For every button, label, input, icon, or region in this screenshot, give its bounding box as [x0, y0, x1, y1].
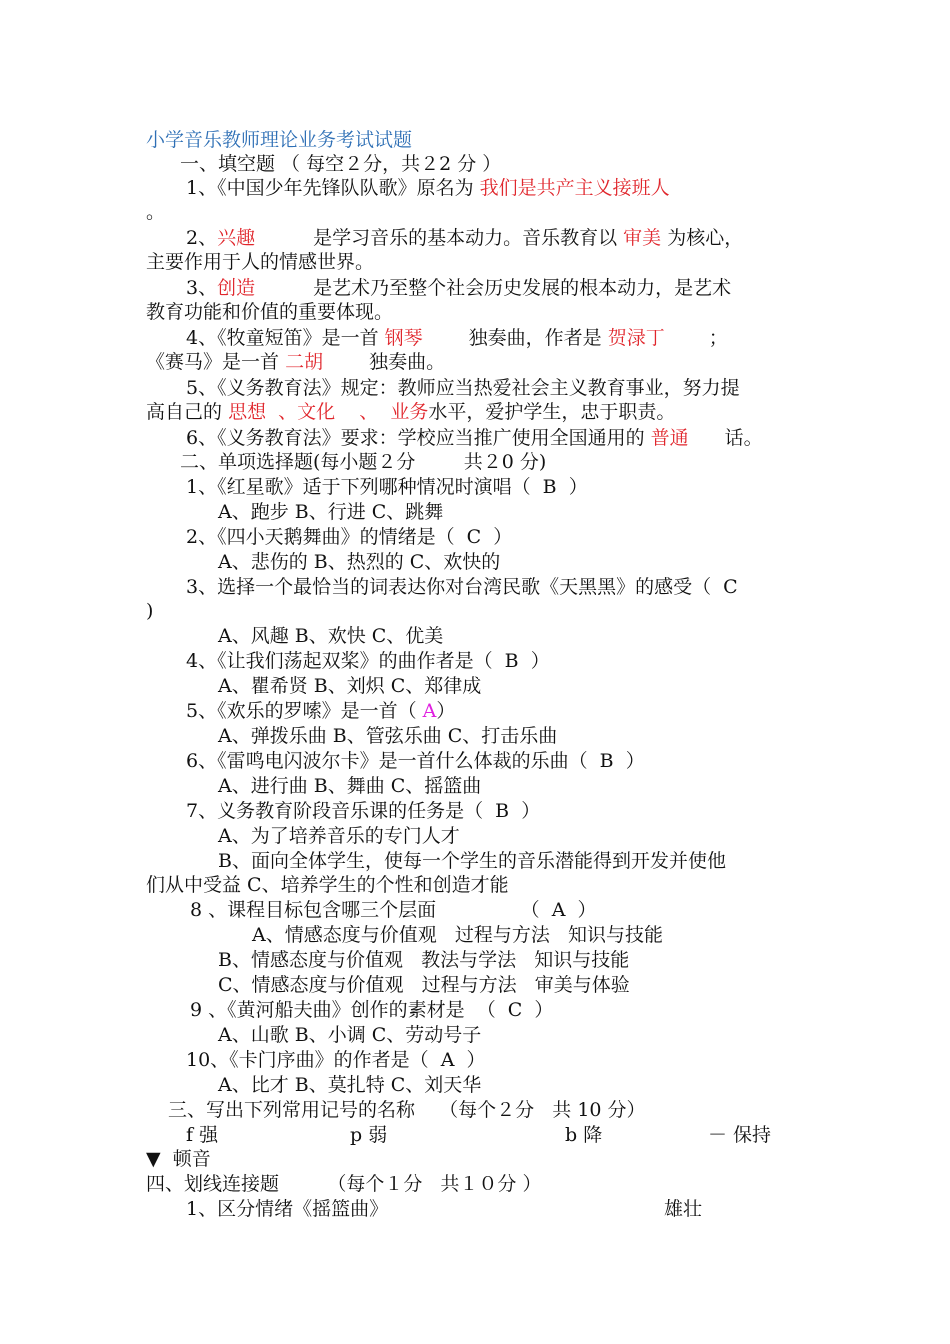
answer: 兴趣: [217, 227, 256, 249]
mc-options-2: A、悲伤的 B、热烈的 C、欢快的: [218, 551, 501, 573]
question-text: 为核心，: [667, 227, 744, 249]
mc-question-3-cont: ): [146, 600, 154, 622]
question-text: 是学习音乐的基本动力。音乐教育以: [313, 227, 618, 249]
mc-options-7c: 们从中受益 C、培养学生的个性和创造才能: [146, 874, 509, 896]
mc-question-4: 4、《让我们荡起双桨》的曲作者是（ B ）: [186, 650, 550, 672]
mc-question-5: [186, 699, 455, 723]
question-text: 话。: [724, 427, 763, 449]
question-text: 水平，爱护学生，忠于职责。: [428, 401, 676, 423]
mark-staccato: ▼ 顿音: [146, 1148, 211, 1170]
answer: 二胡: [285, 351, 324, 373]
answer: 贺渌丁: [607, 327, 665, 349]
mc-options-8b: B、情感态度与价值观 教法与学法 知识与技能: [218, 949, 630, 971]
mc-options-7a: A、为了培养音乐的专门人才: [218, 825, 460, 847]
question-text: 高自己的: [146, 401, 223, 423]
answer: 钢琴: [384, 327, 423, 349]
question-text: 3、: [186, 277, 218, 299]
question-text: 4、《牧童短笛》是一首: [186, 327, 379, 349]
mc-question-6: 6、《雷鸣电闪波尔卡》是一首什么体裁的乐曲（ B ）: [186, 750, 645, 772]
answer: 创造: [217, 277, 256, 299]
question-4: [186, 326, 728, 350]
section2-heading: 二、单项选择题(每小题２分 共２0 分): [180, 451, 547, 473]
section3-heading: 三、写出下列常用记号的名称 （每个２分 共 10 分）: [168, 1099, 646, 1121]
question-3-cont: 教育功能和价值的重要体现。: [146, 301, 394, 323]
question-text: 5、《欢乐的罗嗦》是一首（: [186, 700, 423, 722]
match-question-1: 1、区分情绪《摇篮曲》: [186, 1198, 389, 1220]
answer: 思想 、文化 、 业务: [228, 401, 429, 423]
question-text: 1、《中国少年先锋队队歌》原名为: [186, 177, 474, 199]
mark-piano: p 弱: [350, 1124, 388, 1146]
question-text: 独奏曲。: [369, 351, 446, 373]
mc-options-3: A、风趣 B、欢快 C、优美: [218, 625, 444, 647]
question-text: 是艺术乃至整个社会历史发展的根本动力，是艺术: [313, 277, 732, 299]
mark-forte: f 强: [186, 1124, 219, 1146]
mc-question-9: 9 、《黄河船夫曲》创作的素材是 （ C ）: [190, 999, 554, 1021]
mc-question-1: 1、《红星歌》适于下列哪种情况时演唱（ B ）: [186, 476, 588, 498]
answer: A: [422, 700, 437, 722]
section4-heading: 四、划线连接题 （每个１分 共１０分 ）: [146, 1173, 542, 1195]
match-option-1: 雄壮: [664, 1198, 703, 1220]
section1-heading: 一、填空题 （ 每空２分，共２2 分 ）: [180, 153, 502, 175]
mark-tenuto: － 保持: [708, 1124, 772, 1146]
mc-options-7b: B、面向全体学生，使每一个学生的音乐潜能得到开发并使他: [218, 850, 726, 872]
question-text: ；: [708, 327, 728, 349]
mc-question-3: 3、选择一个最恰当的词表达你对台湾民歌《天黑黑》的感受（ C: [186, 576, 738, 598]
mc-options-10: A、比才 B、莫扎特 C、刘天华: [218, 1074, 482, 1096]
mc-options-4: A、瞿希贤 B、刘炽 C、郑律成: [218, 675, 482, 697]
mc-question-8: 8 、课程目标包含哪三个层面 （ A ）: [190, 899, 597, 921]
question-1-tail: 。: [146, 201, 166, 223]
question-2: [186, 226, 743, 250]
question-text: 独奏曲，作者是: [468, 327, 602, 349]
answer: 普通: [650, 427, 689, 449]
question-text: ）: [436, 700, 456, 722]
mc-question-7: 7、义务教育阶段音乐课的任务是（ B ）: [186, 800, 541, 822]
question-5: 5、《义务教育法》规定：教师应当热爱社会主义教育事业，努力提: [186, 377, 740, 399]
mc-options-5: A、弹拨乐曲 B、管弦乐曲 C、打击乐曲: [218, 725, 558, 747]
mc-options-8c: C、情感态度与价值观 过程与方法 审美与体验: [218, 974, 630, 996]
mc-question-2: 2、《四小天鹅舞曲》的情绪是（ C ）: [186, 526, 513, 548]
answer: 审美: [623, 227, 662, 249]
question-1: [186, 176, 670, 200]
doc-title: 小学音乐教师理论业务考试试题: [146, 129, 413, 151]
mc-options-8a: A、情感态度与价值观 过程与方法 知识与技能: [252, 924, 663, 946]
mc-options-1: A、跑步 B、行进 C、跳舞: [218, 501, 444, 523]
mc-options-9: A、山歌 B、小调 C、劳动号子: [218, 1024, 482, 1046]
question-6: [186, 426, 763, 450]
question-2-cont: 主要作用于人的情感世界。: [146, 251, 375, 273]
mc-question-10: 10、《卡门序曲》的作者是（ A ）: [186, 1049, 486, 1071]
answer: 我们是共产主义接班人: [479, 177, 670, 199]
question-5-cont: [146, 400, 675, 424]
question-4-cont: [146, 350, 445, 374]
question-text: 2、: [186, 227, 218, 249]
mc-options-6: A、进行曲 B、舞曲 C、摇篮曲: [218, 775, 482, 797]
mark-flat: b 降: [565, 1124, 603, 1146]
question-text: 《赛马》是一首: [146, 351, 280, 373]
question-3: [186, 276, 731, 300]
question-text: 6、《义务教育法》要求：学校应当推广使用全国通用的: [186, 427, 645, 449]
